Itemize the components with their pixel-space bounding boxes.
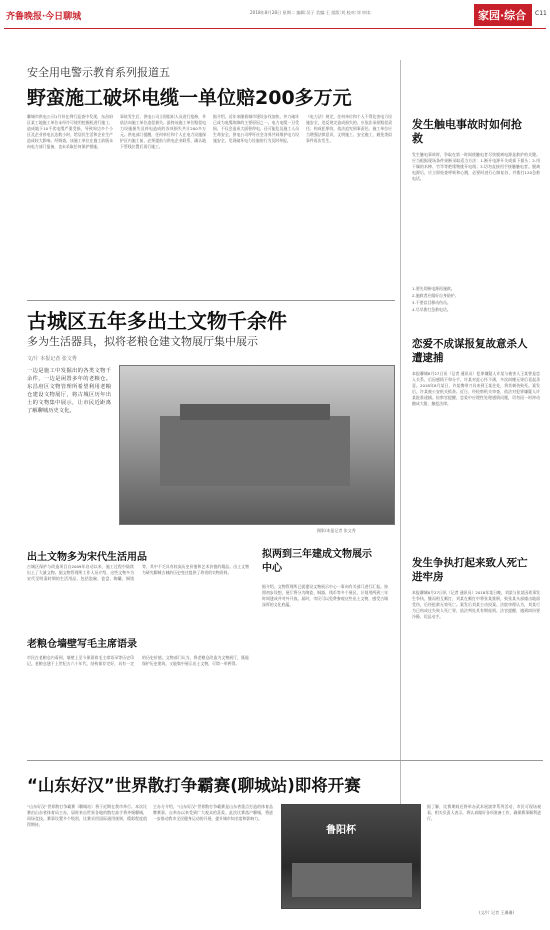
fight-headline: 发生争执打起来致人死亡进牢房 — [412, 557, 528, 583]
sidebar-shock — [412, 118, 542, 323]
section-c-headline: 拟两到三年建成文物展示中心 — [262, 549, 372, 574]
bottom-rule — [27, 760, 543, 761]
section-c-body: 据介绍，文物管理所已就建设文物展示中心一事向有关部门进行汇报。按照初步设想，展厅将分为陶瓷、铜器、钱币等多个展区，计划用两到三年时间建成并对外开放。届时，市民可以免费参观这些出土文物，感受古城深厚的文化底蕴。 — [262, 584, 388, 607]
masthead — [0, 0, 550, 30]
story-fight — [412, 556, 542, 756]
lead-col-4: 《电力法》规定，任何单位和个人不得危害电力设施安全，违反规定造成损失的，应依法承担赔偿责任；构成犯罪的，依法追究刑事责任。施工单位应当增强法律意识，文明施工、安全施工，避免类似事件再次发生。 — [306, 114, 392, 143]
lead-col-3: 据介绍，近年来随着城市建设步伐加快，外力破坏已成为电缆故障的主要原因之一。电力电缆一旦受损，不仅会造成大面积停电，还可能危及施工人员生命安全。供电公司呼吁社会各界共同维护电力设施安全，发现破坏电力设施的行为及时举报。 — [213, 114, 299, 143]
shock-tip: 3.不要盲目移动伤员。 — [412, 300, 451, 305]
lead-kicker: 安全用电警示教育系列报道五 — [27, 66, 170, 79]
story-love — [412, 337, 542, 547]
bottom-story — [27, 768, 543, 923]
section-title: 家园·综合 — [478, 9, 527, 22]
shock-tip: 4.尽早拨打急救电话。 — [412, 307, 451, 312]
date-line: 2018年8月28日 星期二 编辑:吴子 美编:王 组版:刘 校对:刘 审读: — [250, 10, 372, 15]
feature-story — [27, 305, 395, 535]
bottom-photo — [281, 804, 421, 909]
section-rule — [27, 300, 395, 301]
paper-name: 齐鲁晚报·今日聊城 — [6, 12, 82, 22]
lead-col-1: 聊城市供电公司1月份在例行巡查中发现，东昌府区某工地施工单位未经许可使用挖掘机进行施工，造成地下10千伏电缆严重受损，导致周边多个小区及企业停电长达数小时，给居民生活和企业生产造成较大影响。经调查，该施工单位在施工前既未向电力部门报备，也未采取任何保护措施。 — [27, 114, 113, 149]
love-headline: 恋爱不成谋报复故意杀人遭逮捕 — [412, 338, 528, 364]
bottom-credit: (文/片 记者 王珊珊) — [479, 910, 515, 915]
feature-subhead: 多为生活器具，拟将老粮仓建文物展厅集中展示 — [27, 335, 258, 348]
bottom-body-mid: 主办方介绍，“山东好汉”世界散打争霸赛是山东省重点打造的体育品牌赛事，自举办以来受到广大观众的喜爱。此次比赛落户聊城，将进一步推动我市全民健身运动的开展，提升城市知名度和影响力。 — [153, 804, 273, 821]
feature-byline: 文/片 本报记者 张文秀 — [27, 356, 77, 362]
lead-col-2: 事故发生后，供电公司立即组织人员进行抢修，并依法向施工单位追偿损失。最终该施工单位赔偿电力设施损失及停电造成的各项损失共计200多万元。供电部门提醒，任何单位和个人在电力设施保护区内施工前，必须提前与供电企业联系，确认地下管线位置后再行施工。 — [120, 114, 206, 149]
section-c — [262, 548, 390, 748]
shock-headline: 发生触电事故时如何抢救 — [412, 118, 522, 145]
feature-headline: 古城区五年多出土文物千余件 — [27, 309, 287, 333]
photo-banner-text: 鲁阳杯 — [326, 825, 356, 836]
column-divider — [400, 60, 401, 820]
fight-body: 本报聊城8月27日讯（记者 通讯员）2018年某日晚，刘某与张某因琐事发生争执，继而相互厮打，刘某在厮打中将张某推倒，致张某头部撞击地面受伤，后经抢救无效死亡。案发后刘某主动投案。法院审理认为，刘某行为已构成过失致人死亡罪，依法判处其有期徒刑。法官提醒，遇到纠纷要冷静，切忌动手。 — [412, 590, 540, 619]
section-b — [27, 635, 252, 755]
shock-body: 发生触电事故时，争取在第一时间使触电者尽快脱离电源是救护的关键。应当根据现场条件果断采取适当方法：1.断开电源开关或拔下插头；2.用干燥的木棒、竹竿等绝缘物挑开电线；3.切勿直接用手接触触电者。脱离电源后，应立即检查呼吸和心跳，必要时进行心肺复苏，并拨打120急救电话。 — [412, 152, 540, 181]
masthead-rule — [4, 28, 546, 29]
shock-tip: 2.施救者应做好自身防护。 — [412, 293, 459, 298]
bottom-headline: “山东好汉”世界散打争霸赛(聊城站)即将开赛 — [27, 776, 361, 795]
feature-photo — [119, 365, 395, 525]
section-a-headline: 出土文物多为宋代生活用品 — [27, 552, 147, 563]
shock-tip: 1.要先切断电源再施救。 — [412, 286, 455, 291]
section-b-body: 市民在老粮仓内看到，墙壁上至今保留着毛主席语录等历史印记。老粮仓建于上世纪五六十年代，结构保存完好，具有一定的历史价值。文物部门认为，将老粮仓改造为文物展厅，既能保护历史建筑，又能集中展示出土文物，可谓一举两得。 — [27, 655, 249, 666]
feature-lede: 一边是施工中发掘出的各类文物千余件，一边是闲置多年的老粮仓。东昌府区文物管理所希望利用老粮仓建设文物展厅，将古城区历年出土的文物集中展示，让市民近距离了解聊城历史文化。 — [27, 368, 111, 414]
photo-caption: 摄影/本报记者 张文秀 — [317, 528, 356, 533]
section-a-body: 古城区保护与改造项目自2009年启动以来，施工过程中陆续出土了大量文物。据文物管理所工作人员介绍，这些文物多为宋代至明清时期的生活用品，包括瓷碗、瓷盘、陶罐、铜钱等，其中不乏具有较高历史价值和艺术价值的精品。出土文物为研究聊城古城的历史变迁提供了珍贵的实物资料。 — [27, 564, 249, 581]
bottom-body-left: “山东好汉”世界散打争霸赛（聊城站）将于近期在我市举行。本次比赛由山东省体育局主办，届时来自世界各地的散打高手将齐聚聊城，同场竞技。赛事设置多个级别，比赛采用国际通用规则，精彩程度值得期待。 — [27, 804, 147, 827]
section-b-headline: 老粮仓墙壁写毛主席语录 — [27, 639, 137, 650]
love-body: 本报聊城8月27日讯（记者 通讯员）犯罪嫌疑人许某与被害人王某曾是恋人关系，后因感情不和分手。许某对此心怀不满，多次纠缠无果后竟起杀意。2018年8月某日，许某携带刀具来到王某住处，将其刺伤致死。案发后，许某被公安机关抓获。近日，经检察机关审查，依法对犯罪嫌疑人许某批准逮捕。检察官提醒，恋爱中应理性处理感情问题，切勿因一时冲动酿成大错，触犯法律。 — [412, 371, 540, 406]
lead-headline: 野蛮施工破坏电缆一单位赔200多万元 — [27, 87, 352, 109]
lead-story — [27, 64, 393, 244]
bottom-body-right: 据了解，比赛期间还将举办武术展演等系列活动，市民可现场观看。相关负责人表示，将认真做好各项准备工作，确保赛事顺利进行。 — [427, 804, 541, 821]
page-number: C11 — [535, 10, 547, 17]
section-a — [27, 548, 252, 628]
